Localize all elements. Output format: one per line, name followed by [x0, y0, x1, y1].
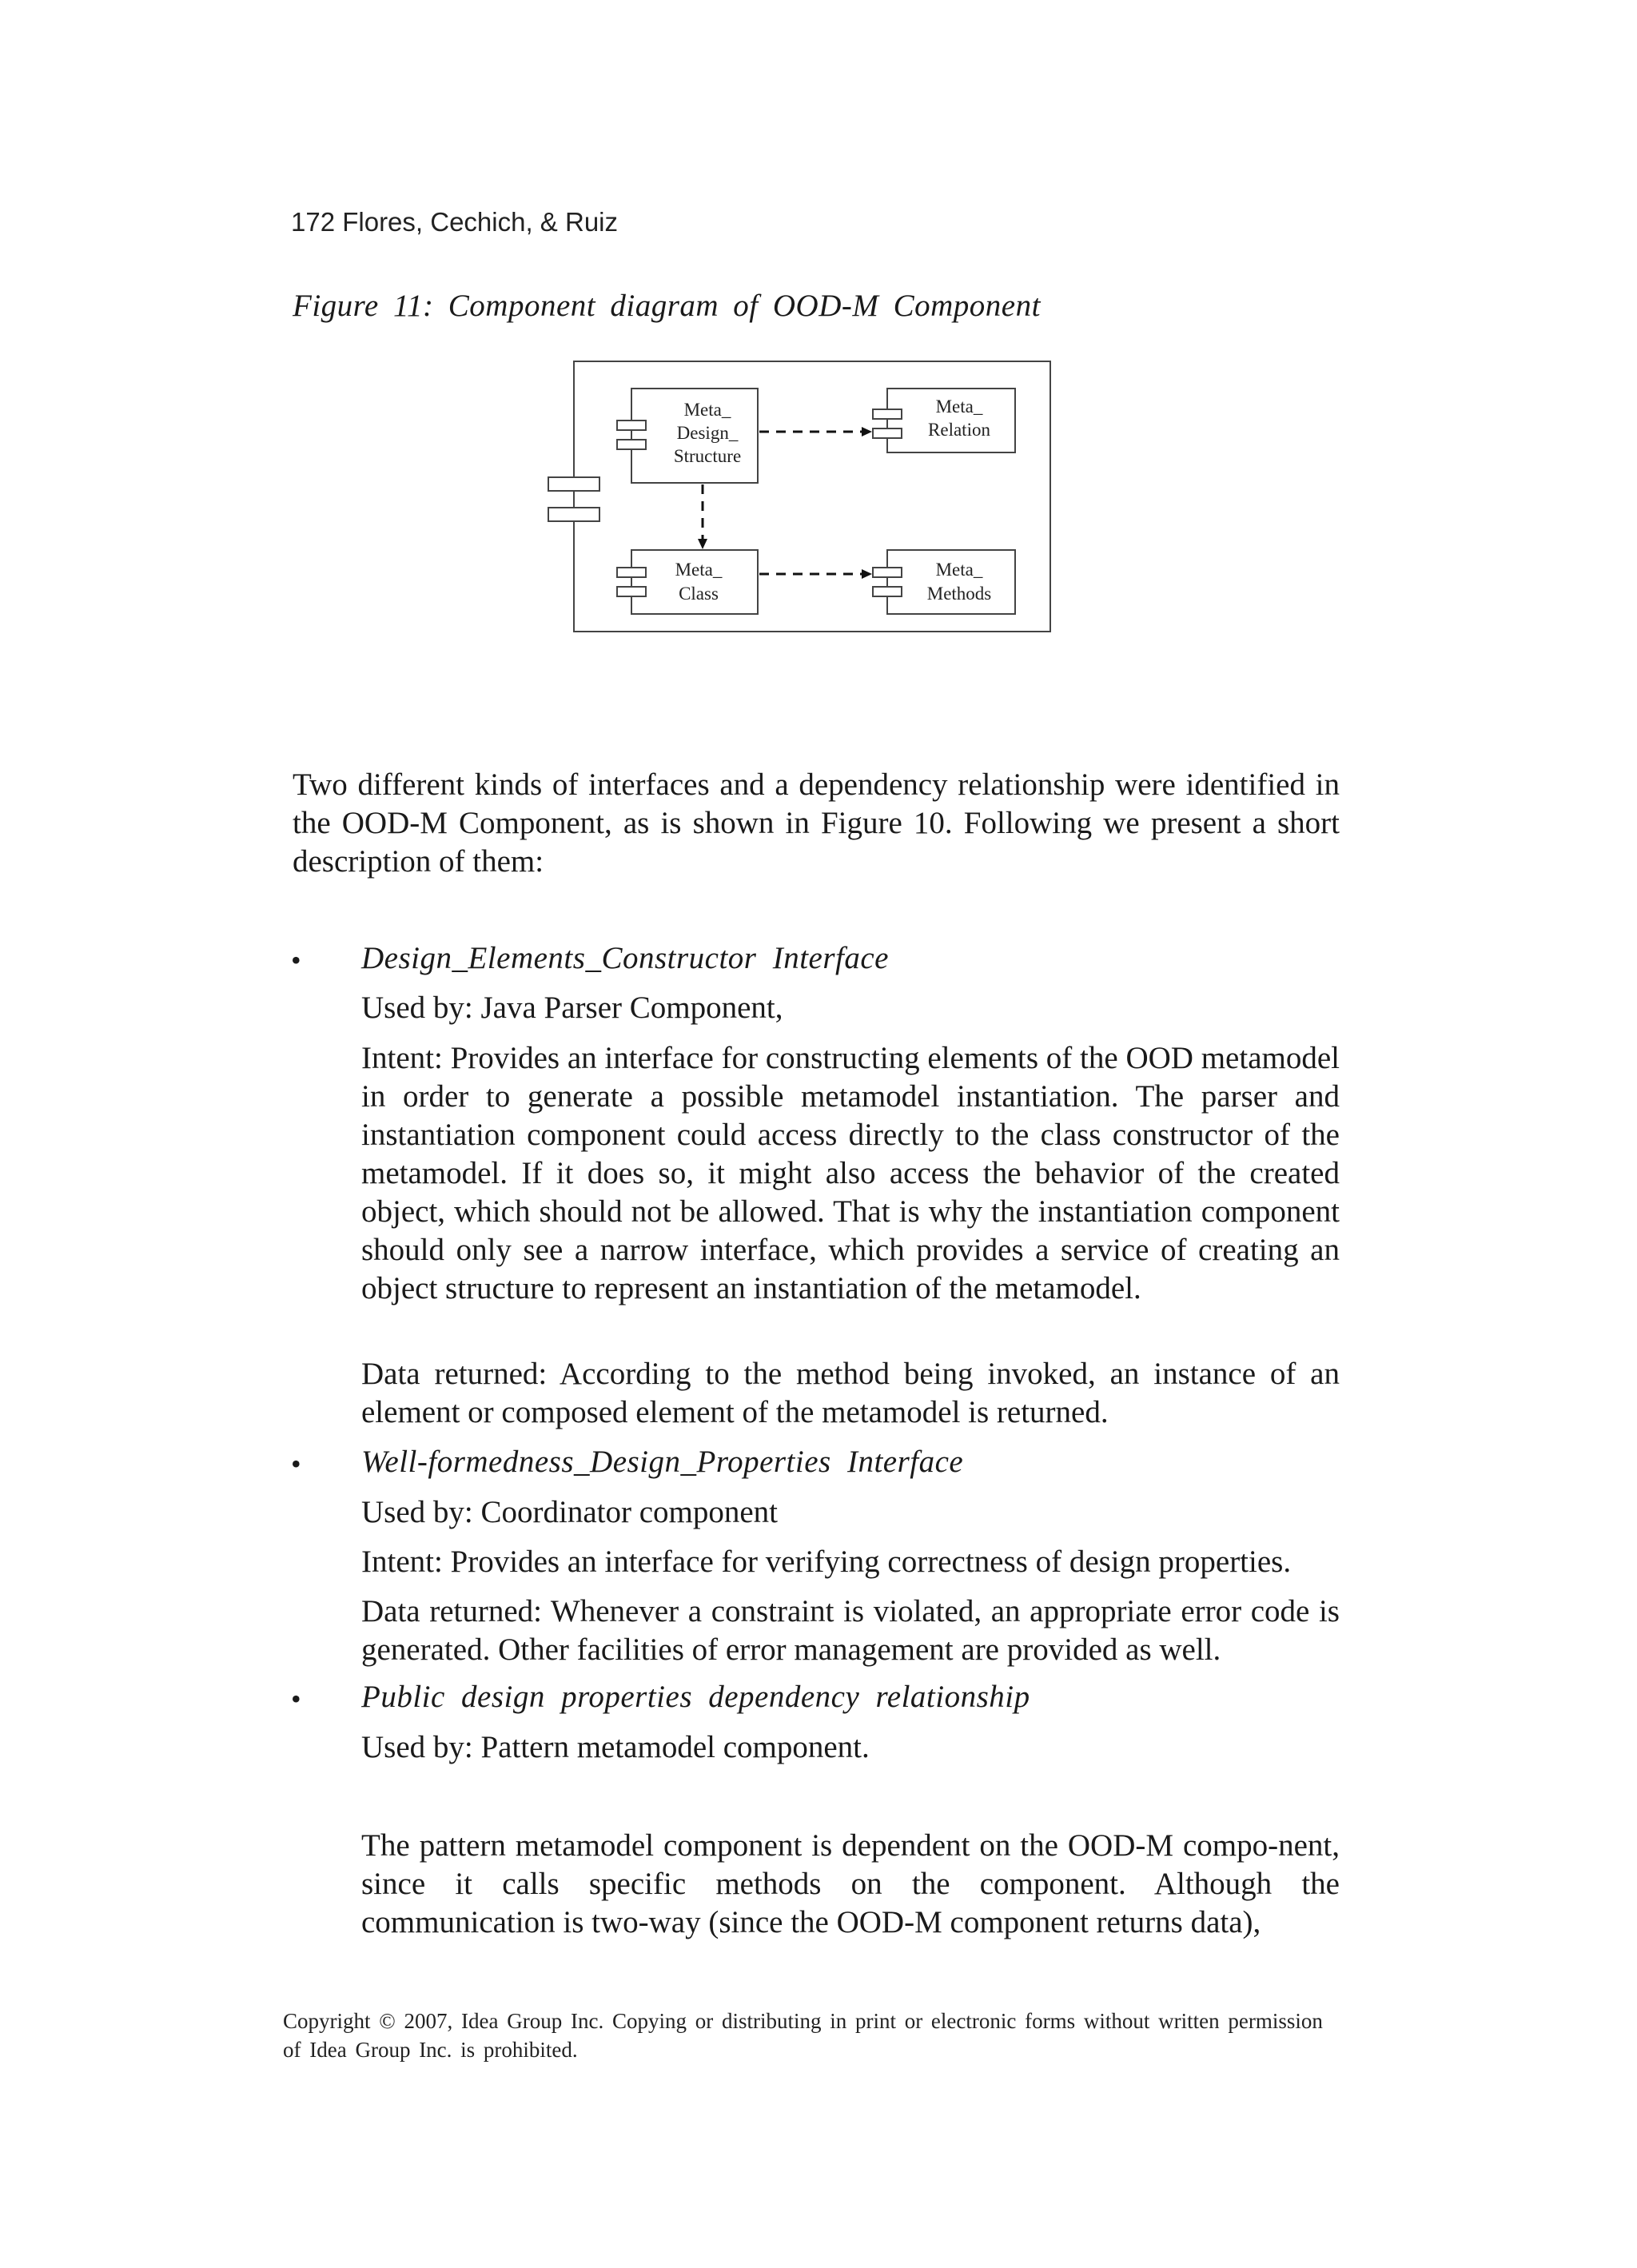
item-2-data-returned: Data returned: Whenever a constraint is violated, an appropriate error code is generated. Other facilities of error management are provided as well. — [361, 1594, 1340, 1667]
item-3-used-by: Used by: Pattern metamodel component. — [361, 1730, 870, 1764]
methods-line-2: Methods — [926, 584, 992, 604]
running-header: 172 Flores, Cechich, & Ruiz — [291, 207, 619, 237]
item-1-intent: Intent: Provides an interface for constructing elements of the OOD metamodel in order to generate a possible metamodel instantiation. The parser and instantiation component could access directly to the class constructor of the metamodel. If it does so, it might also access the behavior of the created object, which should not be allowed. That is why the instantiation component should only see a narrow interface, which provides a service of creating an object structure to represent an instantiation of the metamodel. — [361, 1041, 1340, 1305]
design-structure-line-1: Meta_ — [683, 400, 731, 420]
meta-class-component — [617, 550, 758, 614]
item-2-title: Well-formedness_Design_Properties Interface — [361, 1445, 964, 1479]
ood-m-port-top — [548, 477, 599, 491]
meta-design-structure-component — [617, 389, 758, 483]
bullet-2: • — [291, 1448, 301, 1480]
item-2-used-by: Used by: Coordinator component — [361, 1495, 778, 1529]
design-structure-line-3: Structure — [673, 446, 742, 466]
bullet-3: • — [291, 1683, 301, 1715]
copyright-notice: Copyright © 2007, Idea Group Inc. Copying or distributing in print or electronic forms without written permission of Idea Group Inc. is prohibited. — [283, 2009, 1323, 2062]
class-line-1: Meta_ — [675, 560, 723, 580]
ood-m-port-bottom — [548, 508, 599, 521]
bullet-1: • — [291, 944, 301, 976]
figure-caption: Figure 11: Component diagram of OOD-M Component — [293, 289, 1041, 323]
item-1-used-by: Used by: Java Parser Component, — [361, 991, 783, 1025]
intro-paragraph: Two different kinds of interfaces and a dependency relationship were identified in the OOD-M Component, as is shown in Figure 10. Following we present a short description of them: — [293, 767, 1340, 879]
item-1-title: Design_Elements_Constructor Interface — [361, 941, 889, 975]
meta-relation-component — [873, 389, 1015, 452]
item-3-title: Public design properties dependency relationship — [361, 1680, 1030, 1714]
component-diagram — [0, 0, 1637, 719]
design-structure-line-2: Design_ — [676, 423, 739, 443]
class-line-2: Class — [679, 584, 719, 604]
meta-methods-component — [873, 550, 1015, 614]
methods-line-1: Meta_ — [935, 560, 983, 580]
item-1-data-returned: Data returned: According to the method being invoked, an instance of an element or composed element of the metamodel is returned. — [361, 1357, 1340, 1429]
closing-paragraph: The pattern metamodel component is dependent on the OOD-M compo-nent, since it calls specific methods on the component. Although the communication is two-way (since the OOD-M component returns data), — [361, 1828, 1340, 1939]
item-2-intent: Intent: Provides an interface for verifying correctness of design properties. — [361, 1545, 1292, 1579]
relation-line-1: Meta_ — [935, 397, 983, 417]
relation-line-2: Relation — [928, 420, 990, 440]
